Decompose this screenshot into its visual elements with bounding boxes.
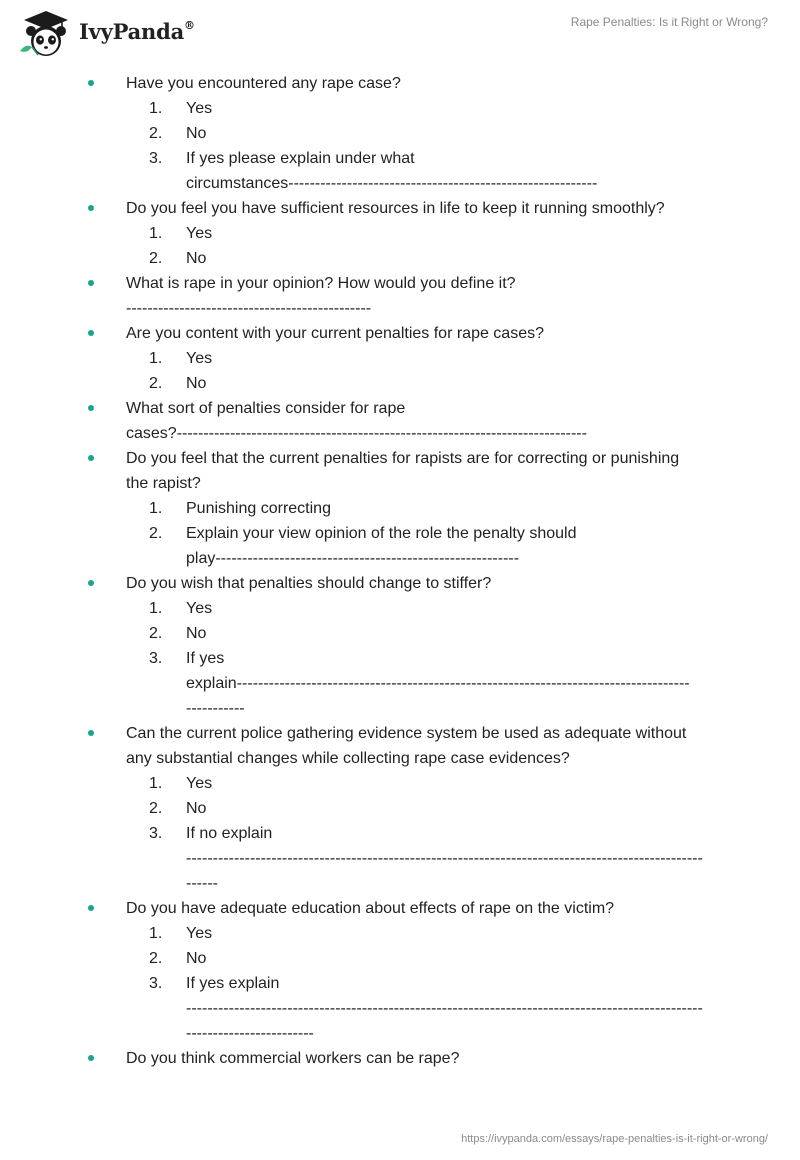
answer-options — [126, 771, 726, 896]
answer-blank-line: explain------------------------------------------------------------------------------------- — [186, 675, 690, 692]
option-text: No — [186, 800, 207, 817]
answer-blank-line: circumstances---------------------------------------------------------- — [186, 175, 598, 192]
option-text: If yes — [186, 650, 225, 667]
answer-option — [126, 96, 726, 121]
option-text: Yes — [186, 775, 213, 792]
bullet-icon — [88, 580, 94, 586]
answer-blank-line: ------------------------------------------------------------------------------------------------- — [186, 850, 703, 867]
bullet-icon — [88, 80, 94, 86]
question-line: the rapist? — [126, 475, 201, 492]
brand-name[interactable] — [79, 19, 195, 44]
question-line: What sort of penalties consider for rape — [126, 400, 406, 417]
option-text: No — [186, 625, 207, 642]
option-number: 1. — [149, 100, 163, 117]
answer-option — [126, 946, 726, 971]
option-text: No — [186, 950, 207, 967]
option-number: 3. — [149, 825, 163, 842]
option-text: Yes — [186, 350, 213, 367]
question-line: Can the current police gathering evidence system be used as adequate without — [126, 725, 687, 742]
bullet-icon — [88, 205, 94, 211]
question-item — [0, 321, 726, 396]
answer-option — [126, 371, 726, 396]
answer-options — [126, 596, 726, 721]
answer-blank-line: cases?----------------------------------------------------------------------------- — [126, 425, 587, 442]
option-number: 2. — [149, 950, 163, 967]
answer-option — [126, 246, 726, 271]
question-text: Are you content with your current penalties for rape cases? — [126, 325, 544, 342]
answer-blank-line: ------ — [186, 875, 218, 892]
question-item — [0, 446, 726, 571]
bullet-icon — [88, 280, 94, 286]
option-number: 1. — [149, 225, 163, 242]
question-text — [126, 446, 726, 496]
option-text: Yes — [186, 225, 213, 242]
question-line: any substantial changes while collecting rape case evidences? — [126, 750, 570, 767]
answer-blank-line: ------------------------------------------------------------------------------------------------- — [186, 1000, 703, 1017]
question-item — [0, 721, 726, 896]
option-text: Punishing correcting — [186, 500, 331, 517]
question-item — [0, 571, 726, 721]
option-number: 3. — [149, 975, 163, 992]
answer-option — [126, 646, 726, 721]
answer-option — [126, 496, 726, 521]
option-text: If yes please explain under what — [186, 150, 415, 167]
answer-option — [126, 146, 726, 196]
registered-mark: ® — [184, 19, 195, 32]
question-text: Do you feel you have sufficient resources in life to keep it running smoothly? — [126, 200, 665, 217]
question-text — [126, 721, 726, 771]
question-text: Do you have adequate education about effects of rape on the victim? — [126, 900, 615, 917]
panda-logo-icon[interactable] — [16, 9, 76, 57]
option-number: 1. — [149, 500, 163, 517]
page-header — [0, 0, 800, 60]
question-line: Do you feel that the current penalties for rapists are for correcting or punishing — [126, 450, 680, 467]
document-title: Rape Penalties: Is it Right or Wrong? — [570, 15, 768, 29]
option-number: 1. — [149, 350, 163, 367]
answer-blank-line: ----------- — [186, 700, 245, 717]
bullet-icon — [88, 405, 94, 411]
answer-option — [126, 821, 726, 896]
option-text: Explain your view opinion of the role the penalty should — [186, 525, 577, 542]
option-number: 2. — [149, 125, 163, 142]
question-text: Do you wish that penalties should change to stiffer? — [126, 575, 492, 592]
option-number: 3. — [149, 150, 163, 167]
option-text: If yes explain — [186, 975, 280, 992]
answer-options — [126, 96, 726, 196]
option-text: If no explain — [186, 825, 273, 842]
question-item — [0, 396, 726, 446]
bullet-icon — [88, 330, 94, 336]
option-number: 2. — [149, 625, 163, 642]
answer-option — [126, 771, 726, 796]
question-item — [0, 896, 726, 1046]
bullet-icon — [88, 905, 94, 911]
answer-option — [126, 796, 726, 821]
answer-options — [126, 921, 726, 1046]
question-line: What is rape in your opinion? How would you define it? — [126, 275, 516, 292]
answer-option — [126, 346, 726, 371]
bullet-icon — [88, 1055, 94, 1061]
question-text: Have you encountered any rape case? — [126, 75, 401, 92]
answer-options — [126, 221, 726, 271]
option-number: 1. — [149, 600, 163, 617]
answer-options — [126, 496, 726, 571]
answer-option — [126, 221, 726, 246]
option-number: 2. — [149, 375, 163, 392]
option-text: Yes — [186, 925, 213, 942]
option-number: 1. — [149, 925, 163, 942]
question-text — [126, 271, 726, 321]
option-text: No — [186, 375, 207, 392]
option-number: 2. — [149, 800, 163, 817]
answer-option — [126, 621, 726, 646]
question-item — [0, 196, 726, 271]
source-url[interactable]: https://ivypanda.com/essays/rape-penalties-is-it-right-or-wrong/ — [461, 1133, 768, 1145]
answer-options — [126, 346, 726, 396]
bullet-icon — [88, 730, 94, 736]
answer-option — [126, 971, 726, 1046]
question-item — [0, 271, 726, 321]
questionnaire — [0, 71, 800, 1071]
option-number: 2. — [149, 250, 163, 267]
question-item — [0, 71, 726, 196]
option-text: Yes — [186, 100, 213, 117]
option-text: No — [186, 125, 207, 142]
question-text: Do you think commercial workers can be rape? — [126, 1050, 460, 1067]
brand-text: IvyPanda — [79, 19, 185, 44]
answer-blank-line: ---------------------------------------------- — [126, 300, 372, 317]
answer-blank-line: ------------------------ — [186, 1025, 314, 1042]
answer-option — [126, 121, 726, 146]
answer-option — [126, 921, 726, 946]
option-number: 2. — [149, 525, 163, 542]
answer-blank-line: play--------------------------------------------------------- — [186, 550, 520, 567]
option-number: 1. — [149, 775, 163, 792]
answer-option — [126, 596, 726, 621]
question-item — [0, 1046, 726, 1071]
option-text: Yes — [186, 600, 213, 617]
question-text — [126, 396, 726, 446]
answer-option — [126, 521, 726, 571]
option-number: 3. — [149, 650, 163, 667]
option-text: No — [186, 250, 207, 267]
bullet-icon — [88, 455, 94, 461]
